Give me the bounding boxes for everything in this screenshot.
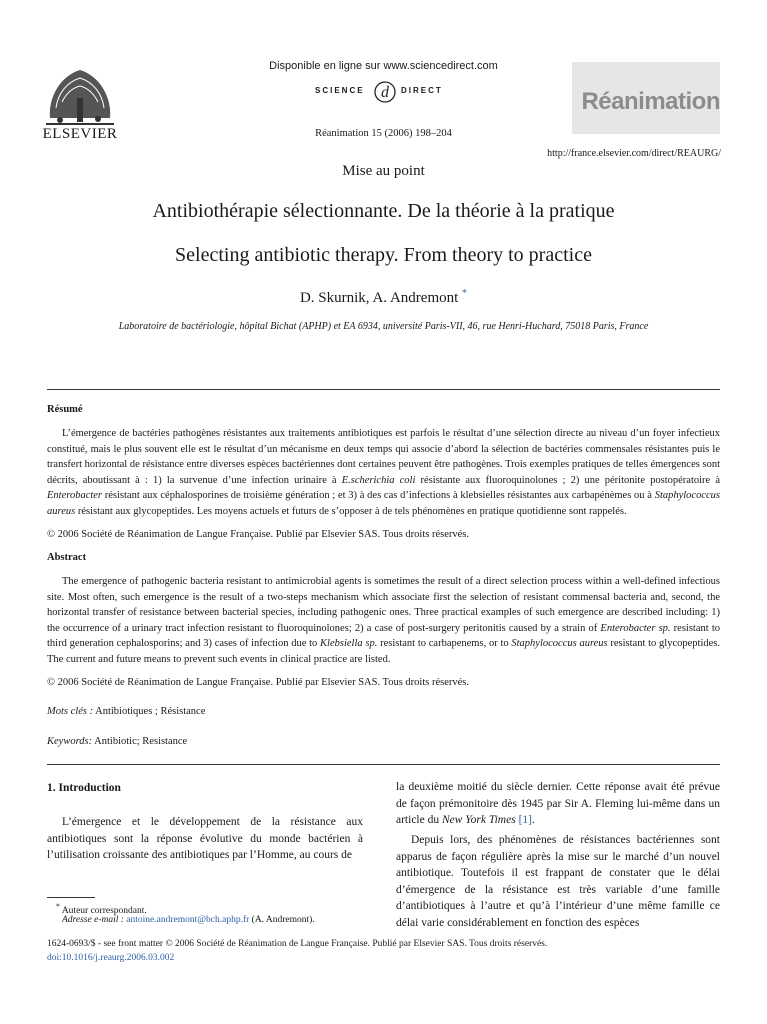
intro-left-paragraph: L’émergence et le développement de la résistance aux antibiotiques sont la réponse évolutive du monde bactérien à l’utilisation croissante des antibiotiques par l’Homme, au cours de [47,816,363,861]
journal-citation: Réanimation 15 (2006) 198–204 [315,128,452,139]
resume-text-3: résistant aux céphalosporines de troisième génération ; et 3) à des cas d’infections à klebsielles résistantes aux carbapénèmes ou à [102,490,655,501]
resume-copyright: © 2006 Société de Réanimation de Langue Française. Publié par Elsevier SAS. Tous droits réservés. [47,529,469,540]
keywords-en [47,736,187,747]
authors-text: D. Skurnik, A. Andremont [299,290,459,306]
resume-text-4: résistant aux glycopeptides. Les moyens actuels et futurs de s’opposer à de tels phénomènes en pratique quotidienne sont rappelés. [75,505,627,517]
abstract-text-3: resistant to carbapenems, or to [377,638,512,649]
sciencedirect-logo [315,80,455,104]
email-label: Adresse e-mail : [62,915,124,925]
abstract-text [47,574,720,667]
keywords-fr-value: Antibiotiques ; Résistance [93,706,206,717]
intro-right-paragraph-1 [396,779,720,829]
journal-url[interactable]: http://france.elsevier.com/direct/REAURG/ [547,148,721,159]
abstract-text-1: The emergence of pathogenic bacteria resistant to antimicrobial agents is sometimes the result of a direct selection process within a well-defined infectious site. Most often, such emergence is the result of a two-steps mechanism which associate first the selection of resistant commensal bacteria and, second, the horizontal transfer of resistance between bacterial species, including pathogenic ones. Three practical examples of such emergence are described including: 1) the occurrence of a urinary tract infection resistant to fluoroquinolones; 2) a case of post-surgery peritonitis caused by a strain of [47,576,720,634]
reference-link[interactable]: [1] [518,814,532,826]
sd-left-text: SCIENCE [315,86,365,95]
divider [47,764,720,765]
species-klebsiella: Klebsiella sp. [320,638,378,649]
keywords-fr-label: Mots clés : [47,706,94,717]
keywords-fr [47,706,205,717]
resume-heading: Résumé [47,404,83,415]
journal-name: Réanimation [581,88,720,115]
species-ecoli: E.scherichia coli [341,474,416,486]
keywords-en-label: Keywords: [47,736,93,747]
title-french: Antibiothérapie sélectionnante. De la théorie à la pratique [152,200,615,222]
abstract-text-4: resistant to glycopeptides. The current and future means to prevent such events in clinical practice are listed. [47,638,721,665]
species-staph-en: Staphylococcus aureus [511,638,608,649]
doi-link[interactable]: doi:10.1016/j.reaurg.2006.03.002 [47,953,175,963]
species-enterobacter: Enterobacter [47,490,103,501]
resume-text-1: L’émergence de bactéries pathogènes résistantes aux traitements antibiotiques est parfois le résultat d’une sélection directe au niveau d’un foyer infectieux constitué, mais le plus souvent elle est le résultat d’un mécanisme en deux temps qui associe d’abord la sélection de bactéries commensales résistantes puis le transfert horizontal de résistance entre diverses espèces bactériennes dont certaines peuvent être pathogènes. Trois exemples pratiques de telles émergences sont décrits, aboutissant à : 1) la survenue d’une infection urinaire à [47,428,720,486]
intro-heading: 1. Introduction [47,782,121,794]
sd-right-text: DIRECT [401,86,443,95]
footnote-mark: * [56,902,60,911]
availability-note: Disponible en ligne sur www.sciencedirect.com [269,60,498,72]
article-category: Mise au point [342,163,425,179]
footnote-divider [47,897,95,898]
publisher-name: ELSEVIER [42,126,118,142]
abstract-heading: Abstract [47,552,87,563]
intro-right-text: la deuxième moitié du siècle dernier. Cette réponse avait été prévue de façon prémonitoire dès 1945 par Sir A. Fleming lui-même dans un article du [396,781,720,826]
period: . [532,814,535,826]
footnote-text: Auteur correspondant. [61,906,147,917]
email-suffix: (A. Andremont). [249,915,315,925]
resume-text-2: résistante aux fluoroquinolones ; 2) une péritonite postopératoire à [415,474,720,486]
author-list [0,288,767,307]
affiliation: Laboratoire de bactériologie, hôpital Bichat (APHP) et EA 6934, université Paris-VII, 46, rue Henri-Huchard, 75018 Paris, France [118,321,649,332]
sd-at-icon [373,80,397,104]
footnote-email [62,915,315,925]
intro-right-paragraph-2: Depuis lors, des phénomènes de résistances bactériennes sont apparus de façon régulière après la mise sur le marché d’un nouvel antibiotique. Toutefois il est frappant de constater que le délai d’émergence de la résistance est très variable d’une famille d’antibiotiques à l’autre et qu’à l’intérieur d’une même famille ce délai varie considérablement en fonction des espèces [396,834,720,929]
issn-line: 1624-0693/$ - see front matter © 2006 Société de Réanimation de Langue Française. Publié par Elsevier SAS. Tous droits réservés. [47,939,548,949]
species-staph: Staphylococcus aureus [47,490,720,517]
species-enterobacter-en: Enterobacter sp. [600,622,671,634]
resume-text [47,426,720,519]
abstract-text-2: resistant to third generation cephalosporins; and 3) cases of infection due to [47,622,720,649]
title-english: Selecting antibiotic therapy. From theory to practice [175,244,592,266]
nyt-title: New York Times [441,814,516,826]
svg-text:d: d [381,84,389,101]
abstract-copyright: © 2006 Société de Réanimation de Langue Française. Publié par Elsevier SAS. Tous droits réservés. [47,677,469,688]
author-footnote-mark[interactable]: * [462,288,468,299]
divider [47,389,720,390]
email-link[interactable]: antoine.andremont@bch.aphp.fr [126,915,250,925]
keywords-en-value: Antibiotic; Resistance [92,736,188,747]
